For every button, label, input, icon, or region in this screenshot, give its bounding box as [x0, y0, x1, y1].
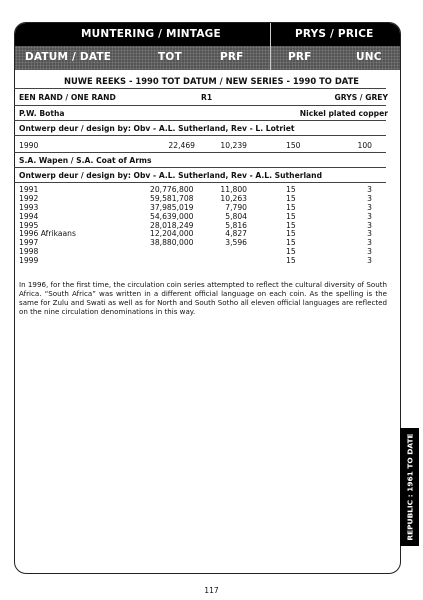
note-paragraph: In 1996, for the first time, the circulation coin series attempted to reflect the cultural diversity of South Africa. “South Africa” was written in a different official language on each coin. As the spelling is the same for Zulu and Swati as well as for North and South Sotho all eleven official languages are reflected on the nine circulation denominations in this way. [19, 280, 387, 316]
table-cell: 15 [286, 185, 296, 194]
table-cell: 15 [286, 229, 296, 239]
table-cell: 59,581,708 [150, 193, 194, 203]
table-cell: 54,639,000 [150, 211, 194, 221]
table-cell: 15 [286, 193, 296, 203]
table-cell: 15 [286, 247, 296, 257]
block2-prf-price-column [286, 186, 296, 266]
header-mintage: MUNTERING / MINTAGE [81, 28, 221, 40]
sidebar-label: REPUBLIC : 1961 TO DATE [405, 433, 414, 541]
block1-metal: Nickel plated copper [299, 109, 388, 118]
block1-prf-price: 150 [286, 141, 301, 150]
block1-prf: 10,239 [220, 141, 247, 150]
table-cell: 4,827 [225, 229, 247, 239]
table-cell: 38,880,000 [150, 238, 194, 248]
table-cell: 1992 [19, 193, 39, 203]
table-cell: 12,204,000 [150, 229, 194, 239]
rule [14, 182, 386, 183]
table-cell: 1998 [19, 247, 39, 257]
block2-prf-column [205, 186, 247, 248]
header-prf-price: PRF [288, 51, 312, 63]
table-cell: 5,816 [225, 220, 247, 230]
table-cell: 10,263 [220, 193, 247, 203]
table-cell: 1995 [19, 220, 39, 230]
table-cell: 1999 [19, 256, 39, 266]
table-cell: 20,776,800 [150, 185, 194, 194]
table-cell: 3 [367, 202, 372, 212]
rule [14, 167, 386, 168]
table-cell: 15 [286, 211, 296, 221]
block1-tot: 22,469 [168, 141, 195, 150]
table-cell: 3 [367, 256, 372, 266]
table-cell: 1991 [19, 185, 39, 194]
table-cell: 11,800 [220, 185, 247, 194]
table-cell: 3 [367, 247, 372, 257]
block2-date-column [19, 186, 76, 266]
rule [14, 120, 386, 121]
table-cell: 3 [367, 238, 372, 248]
rule [14, 135, 386, 136]
header-separator [270, 23, 271, 70]
table-cell: 1994 [19, 211, 39, 221]
table-cell: 1997 [19, 238, 39, 248]
table-cell: 15 [286, 220, 296, 230]
table-cell: 7,790 [225, 202, 247, 212]
rule [14, 88, 386, 89]
header-prf: PRF [220, 51, 244, 63]
table-cell: 37,985,019 [150, 202, 194, 212]
table-cell: 5,804 [225, 211, 247, 221]
coin-color: GRYS / GREY [334, 93, 388, 102]
block1-design: Ontwerp deur / design by: Obv - A.L. Sutherland, Rev - L. Lotriet [19, 124, 295, 133]
page-number: 117 [204, 586, 219, 595]
block2-title: S.A. Wapen / S.A. Coat of Arms [19, 156, 152, 165]
section-title: NUWE REEKS - 1990 TOT DATUM / NEW SERIES - 1990 TO DATE [63, 76, 360, 86]
table-cell: 3 [367, 211, 372, 221]
table-cell: 3 [367, 220, 372, 230]
header-date: DATUM / DATE [25, 51, 112, 63]
sidebar-tab [400, 428, 419, 546]
block2-tot-column [150, 186, 195, 248]
table-cell: 3,596 [225, 238, 247, 248]
table-cell: 28,018,249 [150, 220, 194, 230]
header-price: PRYS / PRICE [295, 28, 374, 40]
coin-code: R1 [201, 93, 213, 102]
table-cell: 15 [286, 202, 296, 212]
block2-design: Ontwerp deur / design by: Obv - A.L. Sutherland, Rev - A.L. Sutherland [19, 171, 323, 180]
rule [14, 152, 386, 153]
rule [14, 105, 386, 106]
table-cell: 1993 [19, 202, 39, 212]
table-cell: 15 [286, 256, 296, 266]
block1-unc: 100 [357, 141, 372, 150]
table-cell: 15 [286, 238, 296, 248]
coin-name: EEN RAND / ONE RAND [19, 93, 116, 102]
table-cell: 3 [367, 193, 372, 203]
block1-date: 1990 [19, 141, 39, 150]
block2-unc-column [346, 186, 372, 266]
table-cell: 3 [367, 229, 372, 239]
header-unc: UNC [356, 51, 382, 63]
table-cell: 1996 Afrikaans [19, 229, 76, 239]
block1-title: P.W. Botha [19, 109, 65, 118]
header-tot: TOT [158, 51, 182, 63]
table-cell: 3 [367, 185, 372, 194]
